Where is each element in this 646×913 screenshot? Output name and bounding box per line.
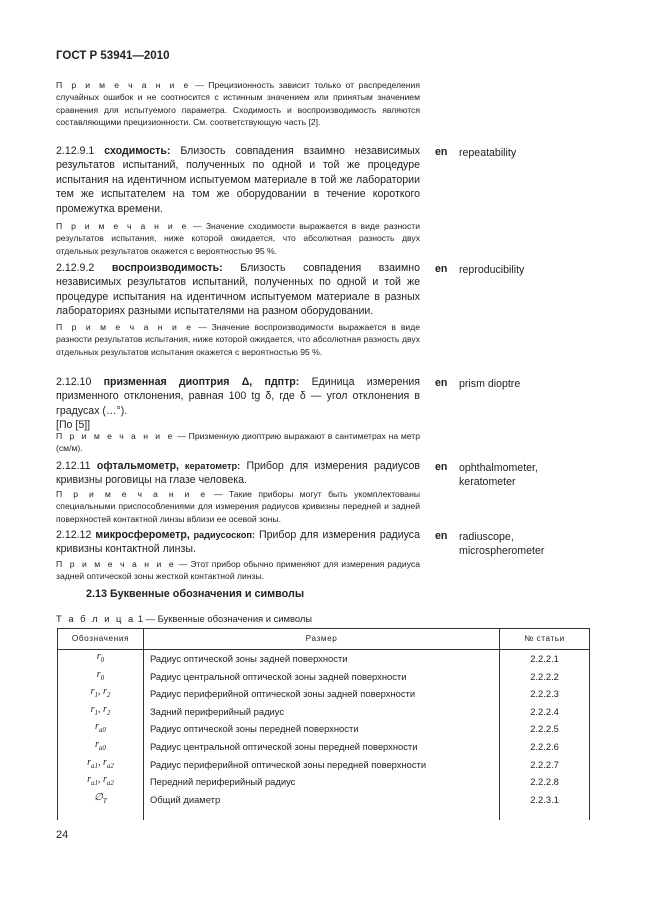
table-row (58, 773, 590, 791)
description-cell: Радиус периферийной оптической зоны задней поверхности (143, 685, 499, 703)
translation-line: radiuscope, (459, 531, 514, 543)
symbol-subscript: a0 (98, 743, 106, 752)
symbol-subscript: a0 (98, 726, 106, 735)
table-row (58, 791, 590, 809)
term-number: 2.12.10 (56, 376, 104, 388)
lang-code-en: en (435, 377, 448, 389)
term-number: 2.12.11 (56, 460, 97, 472)
term-2-12-11 (56, 459, 420, 488)
description-cell: Задний периферийный радиус (143, 703, 499, 721)
term-number: 2.12.12 (56, 529, 96, 541)
note-label: П р и м е ч а н и е (56, 559, 176, 569)
translation-line: ophthalmometer, (459, 462, 538, 474)
description-cell: Передний периферийный радиус (143, 773, 499, 791)
note-repeatability (56, 220, 420, 257)
empty-cell (58, 808, 144, 820)
symbol-cell (58, 668, 144, 686)
symbol-subscript: 0 (100, 673, 105, 682)
term-translation: prism dioptre (459, 378, 521, 390)
symbol-subscript: a2 (106, 779, 114, 788)
article-number-cell: 2.2.2.8 (500, 773, 590, 791)
term-definition: Близость совпадения взаимно независимых результатов испытаний, полученных по одной и той же процедуре испытания на идентичном испытуемом материале в той же лаборатории тем же испытателем на том же оборудовании в течение короткого промежутка времени. (56, 145, 421, 215)
term-synonym: радиусоскоп: (189, 530, 255, 540)
note-text: — Призменную диоптрию выражают в сантиметрах на метр (см/м). (56, 431, 420, 454)
symbol: r (87, 774, 91, 786)
description-cell: Радиус оптической зоны задней поверхности (143, 650, 499, 668)
symbol: r (87, 756, 91, 768)
symbol: r (96, 668, 101, 680)
note-prism-dioptre (56, 430, 420, 455)
description-cell: Радиус периферийной оптической зоны передней поверхности (143, 756, 499, 774)
description-cell: Радиус центральной оптической зоны задней поверхности (143, 668, 499, 686)
note-microspherometer (56, 558, 420, 583)
table-continuation-row (58, 808, 590, 820)
translation-line: microspherometer (459, 545, 545, 558)
article-number-cell: 2.2.2.4 (500, 703, 590, 721)
symbol: r (95, 738, 99, 750)
table-row (58, 685, 590, 703)
term-2-12-10 (56, 375, 420, 433)
symbol-subscript: 2 (106, 691, 111, 700)
term-translation: reproducibility (459, 264, 525, 276)
article-number-cell: 2.2.2.6 (500, 738, 590, 756)
note-label: П р и м е ч а н и е (56, 322, 194, 332)
table-caption-label: Т а б л и ц а (56, 613, 136, 624)
article-number-cell: 2.2.2.1 (500, 650, 590, 668)
lang-code-en: en (435, 461, 448, 473)
section-title: 2.13 Буквенные обозначения и символы (86, 588, 305, 600)
table-header-cell: № статьи (500, 629, 590, 650)
note-label: П р и м е ч а н и е (56, 80, 191, 90)
table-caption-text: 1 — Буквенные обозначения и символы (135, 613, 313, 624)
symbol: ∅ (94, 791, 103, 803)
note-text: — Прецизионность зависит только от распределения случайных ошибок и не соотносится с истинным значением или принятым значением сравнения для испытуемого параметра. Сходимость и воспроизводимость являются составляющими прецизионности. См. соответствующую часть [2]. (56, 80, 420, 128)
symbol-subscript: 2 (106, 708, 111, 717)
note-text: — Этот прибор обычно применяют для измерения радиуса задней оптической зоны жесткой контактной линзы. (56, 559, 420, 582)
translation-line: keratometer (459, 476, 516, 489)
article-number-cell: 2.2.2.5 (500, 720, 590, 738)
description-cell: Радиус оптической зоны передней поверхности (143, 720, 499, 738)
symbol-subscript: a1 (90, 761, 98, 770)
term-definition: Единица измерения призменного отклонения, равная 100 tg δ, где δ — угол отклонения в градусах (…°). (56, 376, 420, 417)
term-source: [По [5]] (56, 419, 91, 432)
note-label: П р и м е ч а н и е (56, 431, 175, 441)
empty-cell (500, 808, 590, 820)
symbol: r (96, 651, 101, 662)
term-2-12-12 (56, 528, 420, 557)
table-row (58, 720, 590, 738)
table-header-cell: Размер (143, 629, 499, 650)
symbol: r (102, 756, 107, 768)
symbol-subscript: 0 (100, 656, 105, 664)
symbol: r (95, 721, 99, 733)
symbol: r (90, 686, 95, 698)
symbol-subscript: a2 (106, 761, 114, 770)
term-name: сходимость: (104, 145, 171, 157)
symbol-cell: $r_1$, $r_2$ (58, 685, 144, 703)
note-reproducibility (56, 321, 420, 358)
term-2-12-9-1 (56, 144, 420, 216)
description-cell: Радиус центральной оптической зоны передней поверхности (143, 738, 499, 756)
term-number: 2.12.9.2 (56, 262, 112, 274)
symbols-table (57, 628, 590, 820)
description-cell: Общий диаметр (143, 791, 499, 809)
note-ophthalmometer (56, 488, 420, 525)
symbol: r (90, 703, 95, 715)
article-number-cell: 2.2.2.7 (500, 756, 590, 774)
term-2-12-9-2 (56, 261, 420, 319)
symbol-cell (58, 791, 144, 809)
symbol-subscript: 1 (94, 691, 98, 700)
table-header-row (58, 629, 590, 650)
symbol-cell: $r_{a1}$, $r_{a2}$ (58, 756, 144, 774)
note-label: П р и м е ч а н и е (56, 221, 189, 231)
table-row (58, 650, 590, 668)
term-definition: Близость совпадения взаимно независимых результатов испытаний, полученных по одной и той же процедуре испытания на идентичном испытуемом материале в разных лабораториях разными испытателями на разном оборудовании. (56, 262, 420, 318)
symbol: r (102, 686, 107, 698)
term-synonym: кератометр: (179, 461, 241, 471)
page-number: 24 (56, 829, 69, 841)
note-label: П р и м е ч а н и е (56, 489, 208, 499)
lang-code-en: en (435, 146, 448, 158)
symbol-cell (58, 738, 144, 756)
note-text: — Такие приборы могут быть укомплектованы специальными приспособлениями для измерения радиусов кривизны передней и задней поверхностей контактной линзы вблизи ее осевой зоны. (56, 489, 421, 524)
term-name: воспроизводимость: (111, 262, 223, 274)
lang-code-en: en (435, 263, 448, 275)
table-row (58, 738, 590, 756)
symbol-subscript: 1 (94, 708, 98, 717)
article-number-cell: 2.2.2.2 (500, 668, 590, 686)
document-header: ГОСТ Р 53941—2010 (56, 50, 170, 62)
symbol-cell: $r_1$, $r_2$ (58, 703, 144, 721)
article-number-cell: 2.2.3.1 (500, 791, 590, 809)
article-number-cell: 2.2.2.3 (500, 685, 590, 703)
note-precision (56, 79, 420, 129)
symbol: r (102, 774, 107, 786)
term-number: 2.12.9.1 (56, 145, 105, 157)
term-definition: Прибор для измерения радиуса кривизны контактной линзы. (56, 529, 420, 556)
term-name: офтальмометр, (96, 460, 180, 472)
lang-code-en: en (435, 530, 448, 542)
table-caption (56, 612, 312, 626)
table-row (58, 756, 590, 774)
note-text: — Значение сходимости выражается в виде разности результатов испытания, ниже которой ожидается, что абсолютная разность двух отдельных результатов окажется с вероятностью 95 %. (56, 221, 420, 256)
empty-cell (143, 808, 499, 820)
term-translation: repeatability (459, 147, 517, 159)
symbol-subscript: a1 (90, 779, 98, 788)
note-text: — Значение воспроизводимости выражается в виде разности результатов испытания, ниже которой ожидается, что абсолютная разность двух отдельных результатов испытания окажется с вероятностью 95 %. (56, 322, 420, 357)
symbol-cell: $r_{a1}$, $r_{a2}$ (58, 773, 144, 791)
symbol-cell (58, 720, 144, 738)
term-translation (459, 461, 619, 490)
symbol-subscript: T (102, 796, 107, 805)
term-definition: Прибор для измерения радиусов кривизны роговицы на глазе человека. (56, 460, 420, 487)
term-name: призменная диоптрия Δ, пдптр: (103, 376, 300, 388)
symbol-cell (58, 650, 144, 668)
term-name: микросферометр, (95, 529, 190, 541)
term-translation (459, 530, 619, 559)
table-row (58, 668, 590, 686)
table-header-cell: Обозначения (58, 629, 144, 650)
table-row (58, 703, 590, 721)
symbol: r (102, 703, 107, 715)
